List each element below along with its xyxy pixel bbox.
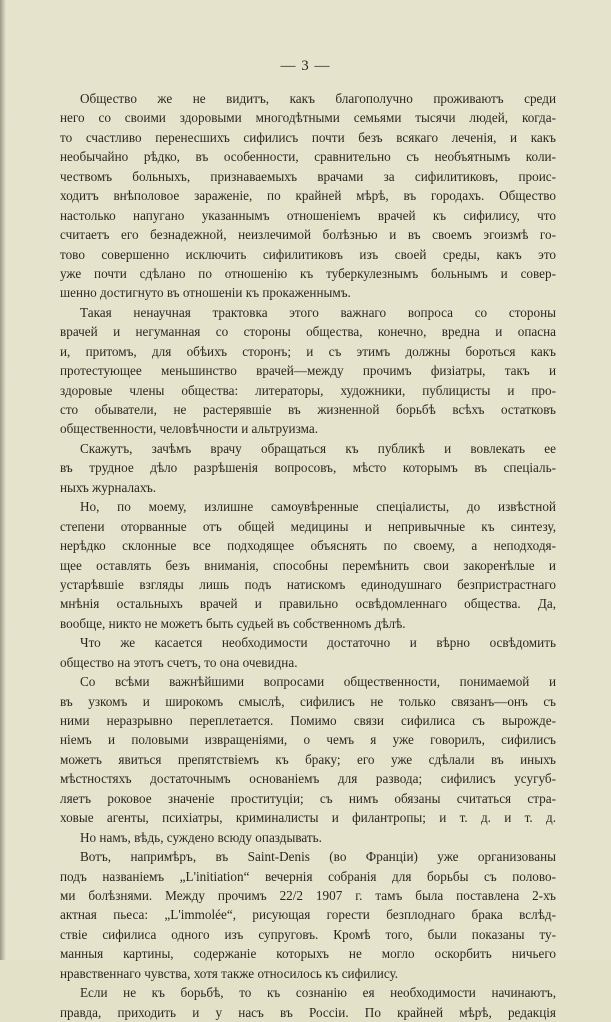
text-line: правда, приходить и у насъ въ Россіи. По крайней мѣрѣ, редакція bbox=[60, 1004, 556, 1020]
text-line: ствіе сифилиса одного изъ супруговъ. Кромѣ того, были показаны ту- bbox=[60, 926, 556, 942]
text-line: общество на этотъ счетъ, то она очевидна. bbox=[60, 654, 298, 670]
text-line: Такая ненаучная трактовка этого важнаго вопроса со стороны bbox=[80, 304, 556, 320]
text-line: Со всѣми важнѣйшими вопросами общественности, понимаемой и bbox=[80, 674, 556, 690]
text-line: Если не къ борьбѣ, то къ сознанію ея необходимости начинаютъ, bbox=[80, 985, 556, 1001]
text-line: Но, по моему, излишне самоувѣренные спеціалисты, до извѣстной bbox=[80, 499, 556, 515]
text-line: чествомъ больныхъ, признаваемыхъ врачами за сифилитиковъ, проис- bbox=[60, 168, 556, 184]
text-line: ними неразрывно переплетается. Помимо связи сифилиса съ вырожде- bbox=[60, 713, 556, 728]
text-line: актная пьеса: „L'immolée“, рисующая горести безплоднаго брака вслѣд- bbox=[60, 907, 556, 923]
text-line: ходитъ внѣполовое зараженіе, по крайней мѣрѣ, въ городахъ. Общество bbox=[60, 188, 556, 204]
text-line: и, притомъ, для обѣихъ сторонъ; и съ этимъ должны бороться какъ bbox=[60, 343, 556, 359]
text-line: то счастливо перенесшихъ сифилисъ почти безъ всякаго леченія, и какъ bbox=[60, 129, 556, 145]
text-line: врачей и негуманная со стороны общества, конечно, вредна и опасна bbox=[60, 324, 556, 340]
text-line: ми болѣзнями. Между прочимъ 22/2 1907 г. тамъ была поставлена 2-хъ bbox=[60, 887, 556, 903]
text-line: шенно достигнуто въ отношеніи къ прокаженнымъ. bbox=[60, 285, 351, 301]
text-line: уже почти сдѣлано по отношенію къ туберкулезнымъ больнымъ и совер- bbox=[60, 265, 556, 281]
body-text bbox=[60, 89, 556, 1022]
text-line: настолько напугано указаннымъ отношеніемъ врачей къ сифилису, что bbox=[60, 207, 556, 223]
text-line: нерѣдко склонные все подходящее объяснять по своему, а неподходя- bbox=[60, 538, 556, 554]
text-line: ныхъ журналахъ. bbox=[60, 479, 157, 495]
text-line: устарѣвшіе взгляды лишь подъ натискомъ единодушнаго безпристрастнаго bbox=[60, 576, 556, 592]
text-line: нравственнаго чувства, хотя также относилось къ сифилису. bbox=[60, 965, 399, 981]
text-line: считаетъ его безнадежной, неизлечимой болѣзнью и въ своемъ эгоизмѣ го- bbox=[60, 227, 556, 243]
text-line: тово совершенно исключить сифилитиковъ изъ своей среды, какъ это bbox=[60, 246, 556, 262]
text-line: степени оторванные отъ общей медицины и непривычные къ синтезу, bbox=[60, 518, 556, 534]
text-line: ляетъ роковое значеніе проституціи; съ нимъ обязаны считаться стра- bbox=[60, 790, 556, 806]
text-line: вообще, никто не можетъ быть судьей въ собственномъ дѣлѣ. bbox=[60, 615, 406, 631]
text-line: Вотъ, напримѣръ, въ Saint-Denis (во Франціи) уже организованы bbox=[80, 849, 556, 865]
text-line: подъ названіемъ „L'initiation“ вечернія собранія для борьбы съ полово- bbox=[60, 868, 556, 884]
text-line: необычайно рѣдко, въ особенности, сравнительно съ необъятнымъ коли- bbox=[60, 149, 556, 165]
text-line: мнѣнія остальныхъ врачей и правильно освѣдомленнаго общества. Да, bbox=[60, 596, 556, 612]
text-line: въ узкомъ и широкомъ смыслѣ, сифилисъ не только связанъ—онъ съ bbox=[60, 693, 556, 709]
text-line: Общество же не видитъ, какъ благополучно проживаютъ среди bbox=[80, 91, 556, 106]
text-line: него со своими здоровыми многодѣтными семьями тысячи людей, когда- bbox=[60, 110, 556, 126]
text-line: Что же касается необходимости достаточно и вѣрно освѣдомить bbox=[80, 635, 556, 651]
text-line: ховые агенты, психіатры, криминалисты и филантропы; и т. д. и т. д. bbox=[60, 810, 556, 826]
text-line: Скажутъ, зачѣмъ врачу обращаться къ публикѣ и вовлекать ее bbox=[80, 440, 556, 456]
text-line: общественности, человѣчности и альтруизма. bbox=[60, 421, 319, 437]
text-line: манныя картины, содержаніе которыхъ не могло оскорбить ничьего bbox=[60, 946, 556, 962]
text-line: щее оставлять безъ вниманія, способны перемѣнить свои закоренѣлые и bbox=[60, 557, 556, 573]
text-line: сто обыватели, не растерявшіе въ жизненной борьбѣ всѣхъ остатковъ bbox=[60, 402, 556, 417]
text-line: протестующее меньшинство врачей—между прочимъ физіатры, такъ и bbox=[60, 363, 556, 379]
page-number: — 3 — bbox=[280, 58, 331, 74]
text-line: ніемъ и половыми извращеніями, о чемъ я уже говорилъ, сифилисъ bbox=[60, 732, 556, 748]
text-line: можетъ явиться препятствіемъ къ браку; его уже сдѣлали въ иныхъ bbox=[60, 751, 556, 767]
text-line: Но намъ, вѣдь, суждено всюду опаздывать. bbox=[80, 829, 322, 845]
text-line: въ трудное дѣло разрѣшенія вопросовъ, мѣсто которымъ въ спеціаль- bbox=[60, 460, 556, 476]
binding-shadow bbox=[0, 0, 6, 960]
text-line: мѣстностяхъ достаточнымъ основаніемъ для развода; сифилисъ усугуб- bbox=[60, 771, 556, 787]
text-line: здоровые члены общества: литераторы, художники, публицисты и про- bbox=[60, 382, 556, 398]
